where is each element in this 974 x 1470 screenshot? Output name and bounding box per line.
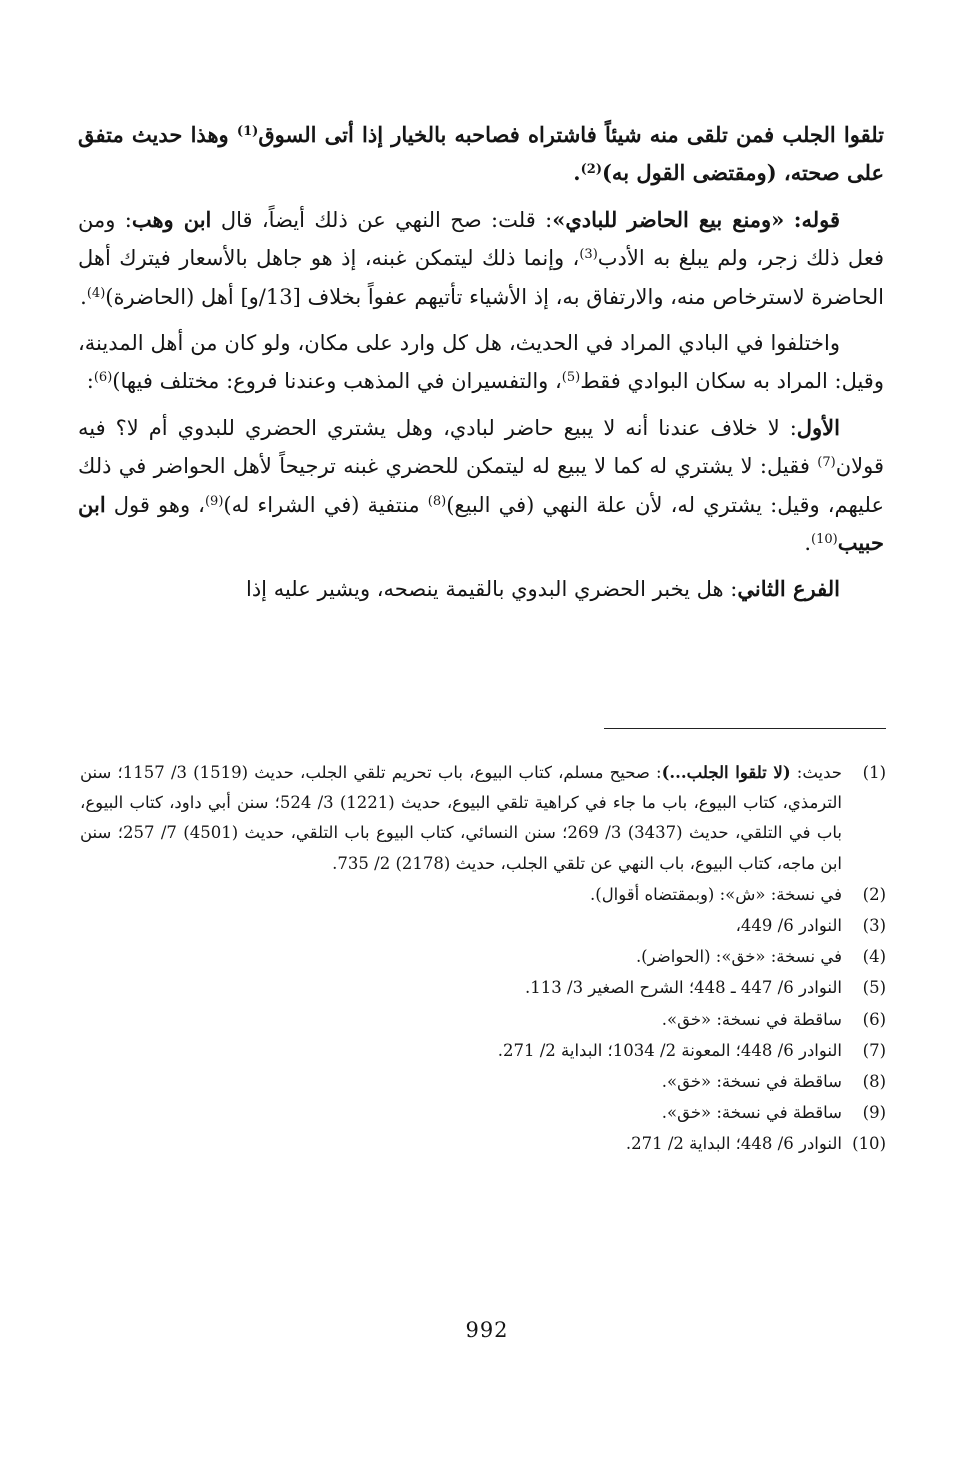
footnote-text: النوادر 6/ 448؛ المعونة 2/ 1034؛ البداية 2/ 271.: [497, 1040, 842, 1060]
footnotes: [80, 758, 886, 1161]
footnote-number: (5): [862, 978, 886, 998]
hadith-text-line2: وهذا حديث متفق على صحته، (ومقتضى القول به): [78, 122, 884, 186]
footnote-ref-3: (3): [579, 247, 598, 263]
footnote-ref-2: (2): [580, 162, 602, 178]
footnote-6: [80, 1005, 886, 1035]
page-number: 992: [465, 1318, 509, 1342]
footnote-3: [80, 911, 886, 941]
commentary-text-b: : ومن فعل ذلك زجر، ولم يبلغ به الأدب: [78, 207, 884, 271]
footnote-number: (4): [862, 947, 886, 967]
footnote-4: [80, 942, 886, 972]
footnote-number: (3): [862, 916, 886, 936]
footnote-text: [80, 758, 842, 879]
disagreement-text-a: واختلفوا في البادي المراد في الحديث، هل كل وارد على مكان، ولو كان من أهل المدينة، وقيل: المراد به سكان البوادي فقط: [78, 331, 884, 394]
footnote-ref-7: (7): [817, 455, 836, 471]
punctuation: .: [573, 160, 581, 186]
footnote-ref-4: (4): [86, 285, 106, 301]
footnote-ref-8: (8): [427, 493, 447, 509]
scholar-name-ibn-habib: ابن حبيب: [78, 491, 884, 556]
footnote-number: (6): [862, 1009, 886, 1029]
footnote-9: [80, 1098, 886, 1128]
footnote-7: [80, 1036, 886, 1066]
footnote-text: في نسخة: «خق»: (الحواضر).: [635, 947, 842, 967]
footnote-text: ساقطة في نسخة: «خق».: [661, 1103, 842, 1123]
paragraph-first-branch: [78, 409, 884, 563]
paragraph-disagreement: [78, 324, 884, 401]
footnote-text: النوادر 6/ 447 ـ 448؛ الشرح الصغير 3/ 113.: [525, 978, 842, 998]
footnote-5: [80, 973, 886, 1003]
footnote-number: (2): [862, 884, 886, 904]
first-branch-text-c: منتفية (في الشراء له): [223, 492, 428, 517]
footnote-number: (9): [862, 1103, 886, 1123]
footnote-ref-9: (9): [204, 493, 224, 509]
footnote-number: (1): [862, 763, 886, 782]
disagreement-text-b: ، والتفسيران في المذهب وعندنا فروع: مختلف فيها): [112, 369, 562, 394]
footnote-number: (7): [862, 1040, 886, 1060]
punctuation: :: [86, 369, 94, 394]
footnote-text: النوادر 6/ 449،: [735, 916, 842, 936]
footnote-ref-6: (6): [93, 370, 113, 386]
footnote-body: : صحيح مسلم، كتاب البيوع، باب تحريم تلقي الجلب، حديث (1519) 3/ 1157؛ سنن الترمذي، كتاب البيوع، باب ما جاء في كراهية تلقي البيوع، حديث (1221) 3/ 524؛ سنن أبي داود، كتاب البيوع، باب في التلقي، حديث (3437) 3/ 269؛ سنن النسائي، كتاب البيوع باب التلقي، حديث (4501) 7/ 257؛ سنن ابن ماجه، كتاب البيوع، باب النهي عن تلقي الجلب، حديث (2178) 2/ 735.: [80, 763, 842, 873]
first-branch-text-b: فقيل: لا يشتري له كما لا يبيع له ليتمكن للحضري غبنه ترجيحاً لأهل الحواضر في ذلك عليهم، وقيل: يشتري له، لأن علة النهي (في البيع): [78, 454, 884, 517]
hadith-text-line1: تلقوا الجلب فمن تلقى منه شيئاً فاشتراه فصاحبه بالخيار إذا أتى السوق: [258, 122, 885, 147]
footnote-text: النوادر 6/ 448؛ البداية 2/ 271.: [625, 1134, 842, 1154]
footnote-text: ساقطة في نسخة: «خق».: [661, 1009, 842, 1029]
footnote-text: في نسخة: «ش»: (وبمقتضاه أقوال).: [590, 884, 842, 904]
footnote-text: ساقطة في نسخة: «خق».: [661, 1072, 842, 1092]
commentary-text-c: ، وإنما ذلك ليتمكن غبنه، إذ هو جاهل بالأسعار فيترك أهل الحاضرة لاسترخاص منه، والارتفاق به، إذ الأشياء تأتيهم عفواً بخلاف [13/و] أهل (الحاضرة): [78, 246, 884, 309]
footnote-ref-5: (5): [561, 370, 581, 386]
footnote-ref-10: (10): [811, 531, 838, 547]
footnote-10: [80, 1129, 886, 1159]
punctuation: .: [80, 284, 87, 309]
quoted-matn: «ومنع بيع الحاضر للبادي»: [552, 206, 785, 232]
footnote-ref-1: (1): [236, 123, 259, 139]
footnote-separator: [604, 728, 886, 729]
first-branch-text-d: ، وهو قول: [113, 492, 205, 517]
punctuation: .: [804, 531, 811, 556]
paragraph-commentary-quote: [78, 201, 884, 316]
footnote-8: [80, 1067, 886, 1097]
footnote-1: [80, 758, 886, 879]
footnote-number: (8): [862, 1072, 886, 1092]
paragraph-hadith: [78, 116, 884, 193]
scholar-name-ibn-wahb: ابن وهب: [131, 206, 212, 232]
main-text: [78, 116, 884, 617]
commentary-lead: قوله:: [793, 206, 841, 232]
first-branch-heading: الأول: [796, 414, 840, 440]
paragraph-second-branch: [78, 570, 884, 608]
first-branch-text-a: : لا خلاف عندنا أنه لا يبيع حاضر لبادي، وهل يشتري الحضري للبدوي أم لا؟ فيه قولان: [78, 415, 884, 479]
footnote-number: (10): [852, 1134, 886, 1154]
second-branch-text: : هل يخبر الحضري البدوي بالقيمة ينصحه، ويشير عليه إذا: [246, 577, 738, 602]
commentary-text-a: : قلت: صح النهي عن ذلك أيضاً، قال: [220, 207, 553, 232]
second-branch-heading: الفرع الثاني: [737, 576, 840, 602]
footnote-2: [80, 880, 886, 910]
footnote-hadith-title: (لا تلقوا الجلب...): [661, 763, 791, 782]
footnote-lead: حديث:: [790, 763, 842, 782]
